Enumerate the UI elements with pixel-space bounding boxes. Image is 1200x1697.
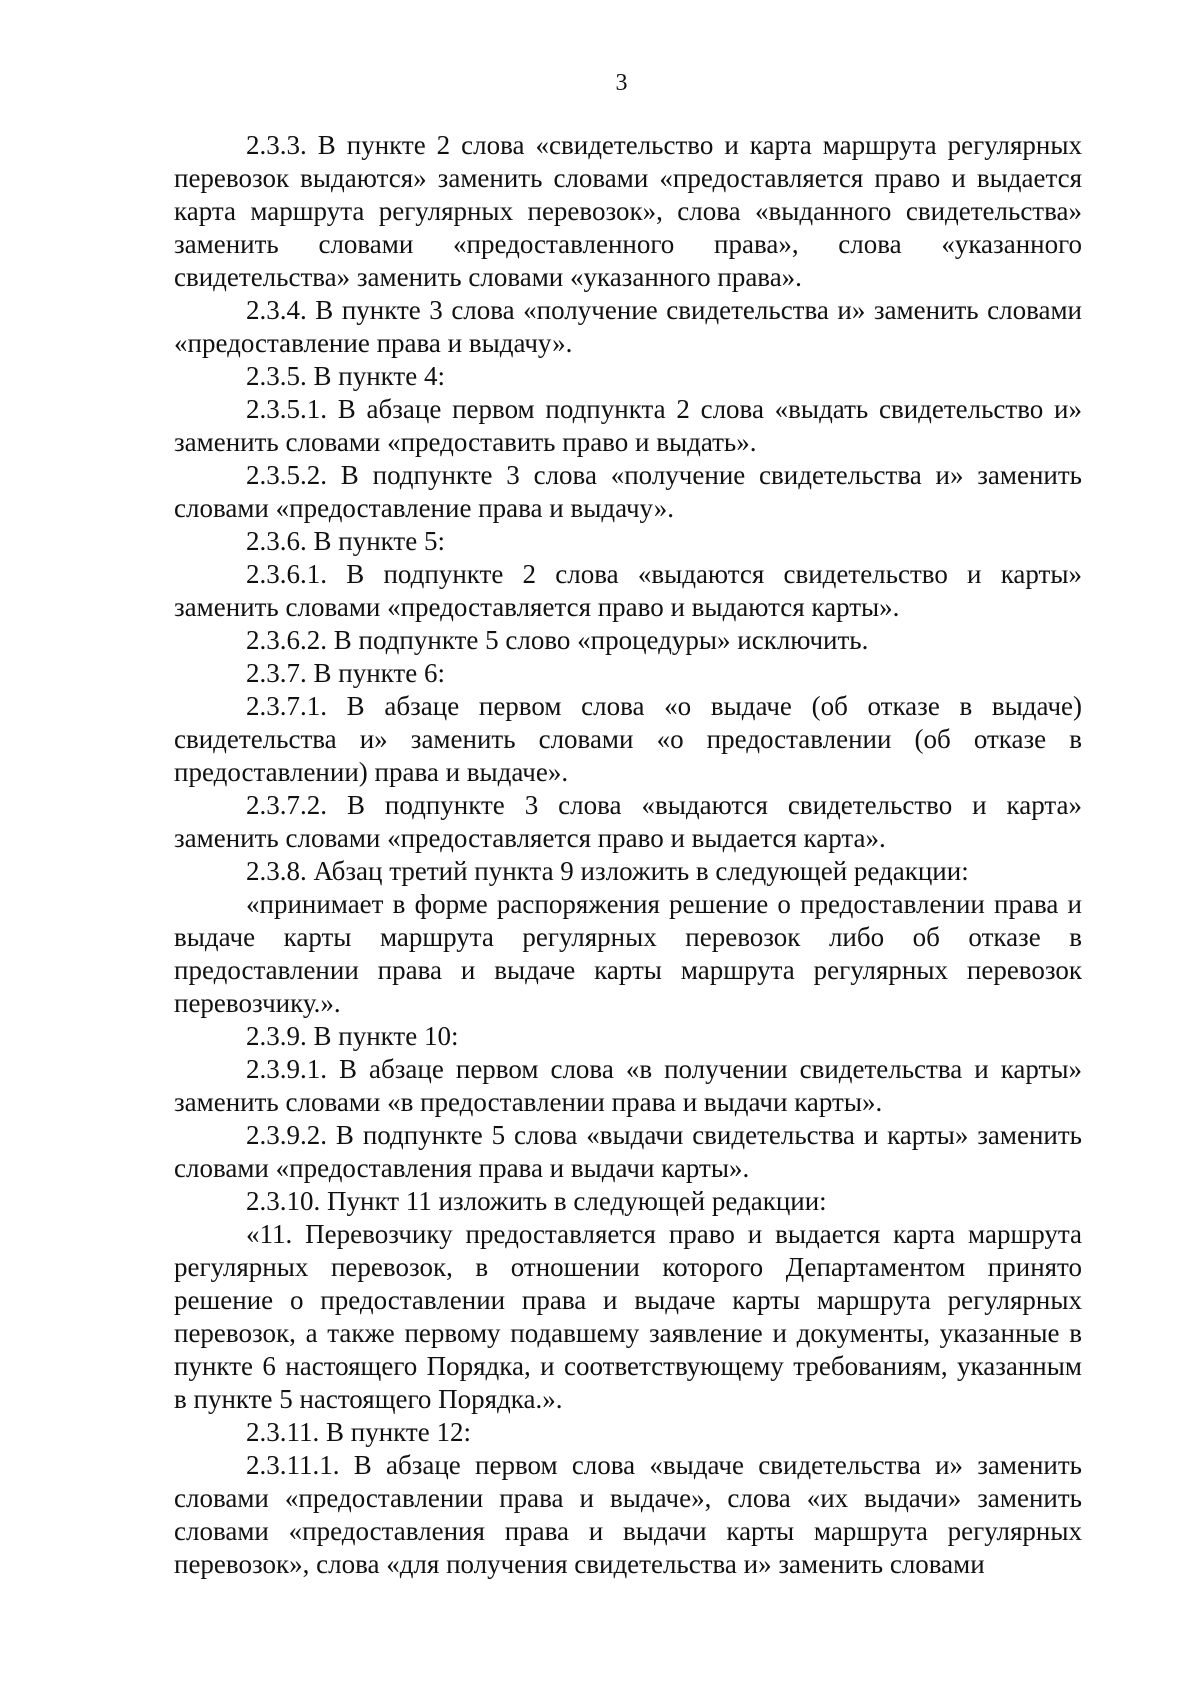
paragraph-2-3-8: 2.3.8. Абзац третий пункта 9 изложить в следующей редакции:	[246, 856, 969, 886]
paragraph-2-3-5-1: 2.3.5.1. В абзаце первом подпункта 2 слова «выдать свидетельство и» заменить словами «предоставить право и выдать».	[174, 394, 1082, 457]
paragraph-2-3-3: 2.3.3. В пункте 2 слова «свидетельство и карта маршрута регулярных перевозок выдаются» заменить словами «предоставляется право и выдается карта маршрута регулярных перевозок», слова «выданного свидетельства» заменить словами «предоставленного права», слова «указанного свидетельства» заменить словами «указанного права».	[174, 130, 1082, 292]
paragraph-2-3-9-1: 2.3.9.1. В абзаце первом слова «в получении свидетельства и карты» заменить словами «в предоставлении права и выдачи карты».	[174, 1054, 1082, 1117]
document-body	[174, 129, 1082, 1581]
paragraph-2-3-7-1: 2.3.7.1. В абзаце первом слова «о выдаче (об отказе в выдаче) свидетельства и» заменить словами «о предоставлении (об отказе в предоставлении) права и выдаче».	[174, 691, 1082, 787]
paragraph-2-3-5: 2.3.5. В пункте 4:	[246, 361, 445, 391]
paragraph-2-3-7-2: 2.3.7.2. В подпункте 3 слова «выдаются свидетельство и карта» заменить словами «предоставляется право и выдается карта».	[174, 790, 1082, 853]
paragraph-2-3-6-1: 2.3.6.1. В подпункте 2 слова «выдаются свидетельство и карты» заменить словами «предоставляется право и выдаются карты».	[174, 559, 1082, 622]
paragraph-2-3-7: 2.3.7. В пункте 6:	[246, 658, 445, 688]
paragraph-2-3-11-1: 2.3.11.1. В абзаце первом слова «выдаче свидетельства и» заменить словами «предоставлении права и выдаче», слова «их выдачи» заменить словами «предоставления права и выдачи карты маршрута регулярных перевозок», слова «для получения свидетельства и» заменить словами	[174, 1450, 1082, 1579]
page-number: 3	[615, 70, 628, 96]
paragraph-2-3-11: 2.3.11. В пункте 12:	[246, 1417, 471, 1447]
paragraph-2-3-5-2: 2.3.5.2. В подпункте 3 слова «получение свидетельства и» заменить словами «предоставление права и выдачу».	[174, 460, 1082, 523]
paragraph-2-3-9: 2.3.9. В пункте 10:	[246, 1021, 459, 1051]
paragraph-2-3-4: 2.3.4. В пункте 3 слова «получение свидетельства и» заменить словами «предоставление права и выдачу».	[174, 295, 1082, 358]
paragraph-2-3-6: 2.3.6. В пункте 5:	[246, 526, 445, 556]
paragraph-2-3-6-2: 2.3.6.2. В подпункте 5 слово «процедуры» исключить.	[246, 625, 869, 655]
paragraph-2-3-10-quote: «11. Перевозчику предоставляется право и выдается карта маршрута регулярных перевозок, в отношении которого Департаментом принято решение о предоставлении права и выдаче карты маршрута регулярных перевозок, а также первому подавшему заявление и документы, указанные в пункте 6 настоящего Порядка, и соответствующему требованиям, указанным в пункте 5 настоящего Порядка.».	[174, 1219, 1082, 1414]
paragraph-2-3-10: 2.3.10. Пункт 11 изложить в следующей редакции:	[246, 1186, 827, 1216]
paragraph-2-3-9-2: 2.3.9.2. В подпункте 5 слова «выдачи свидетельства и карты» заменить словами «предоставления права и выдачи карты».	[174, 1120, 1082, 1183]
paragraph-2-3-8-quote: «принимает в форме распоряжения решение о предоставлении права и выдаче карты маршрута регулярных перевозок либо об отказе в предоставлении права и выдаче карты маршрута регулярных перевозок перевозчику.».	[174, 889, 1082, 1018]
